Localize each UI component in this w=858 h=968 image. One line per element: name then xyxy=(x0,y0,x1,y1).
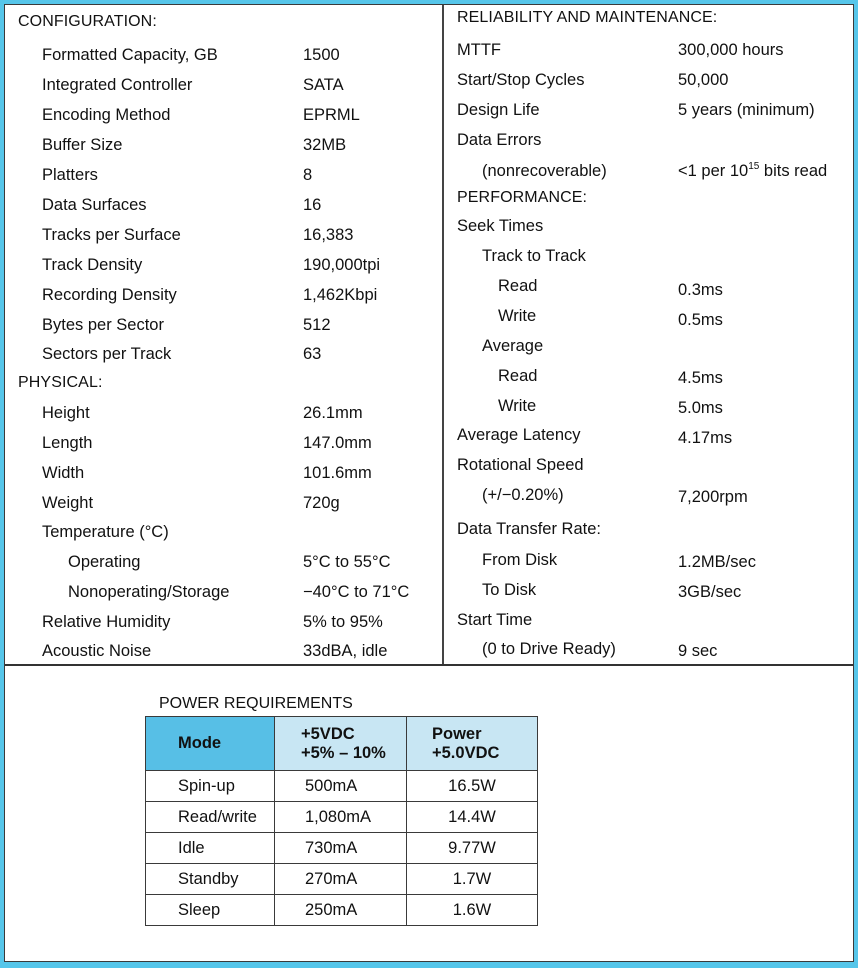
spec-value: 0.5ms xyxy=(678,311,723,329)
performance-heading: PERFORMANCE: xyxy=(457,189,588,206)
table-row xyxy=(146,833,538,864)
spec-label: Start Time xyxy=(457,611,533,629)
cell-mode: Spin-up xyxy=(146,771,275,802)
cell-current: 250mA xyxy=(275,895,407,926)
spec-label: Average Latency xyxy=(457,426,581,444)
spec-value: SATA xyxy=(303,76,344,94)
cell-mode: Read/write xyxy=(146,802,275,833)
table-row xyxy=(146,771,538,802)
spec-value: 101.6mm xyxy=(303,464,372,482)
table-row xyxy=(146,802,538,833)
spec-label: MTTF xyxy=(457,41,501,59)
cell-current: 730mA xyxy=(275,833,407,864)
spec-value: 1500 xyxy=(303,46,340,64)
spec-label: Seek Times xyxy=(457,217,544,235)
spec-label: Bytes per Sector xyxy=(42,316,164,334)
configuration-heading: CONFIGURATION: xyxy=(18,13,157,30)
table-row xyxy=(146,895,538,926)
spec-label: Length xyxy=(42,434,93,452)
spec-value: 5% to 95% xyxy=(303,613,383,631)
spec-label: Temperature (°C) xyxy=(42,523,169,541)
spec-value: 26.1mm xyxy=(303,404,363,422)
spec-value: 1,462Kbpi xyxy=(303,286,378,304)
spec-value: 300,000 hours xyxy=(678,41,784,59)
spec-label: Write xyxy=(498,307,537,325)
spec-label: (0 to Drive Ready) xyxy=(482,640,616,658)
spec-value: 32MB xyxy=(303,136,347,154)
spec-label: Sectors per Track xyxy=(42,345,172,363)
header-power: Power +5.0VDC xyxy=(407,717,538,771)
spec-value: 4.17ms xyxy=(678,429,733,447)
spec-label: Write xyxy=(498,397,537,415)
spec-label: Height xyxy=(42,404,90,422)
spec-value: EPRML xyxy=(303,106,360,124)
spec-value: 9 sec xyxy=(678,642,718,660)
spec-label: Data Surfaces xyxy=(42,196,147,214)
spec-value: 147.0mm xyxy=(303,434,372,452)
table-header-row xyxy=(146,717,538,771)
spec-value: 4.5ms xyxy=(678,369,723,387)
spec-value: 16,383 xyxy=(303,226,354,244)
table-row xyxy=(146,864,538,895)
spec-label: Read xyxy=(498,277,538,295)
spec-value: 33dBA, idle xyxy=(303,642,388,660)
spec-label: Buffer Size xyxy=(42,136,123,154)
spec-label: Platters xyxy=(42,166,98,184)
spec-label: Encoding Method xyxy=(42,106,171,124)
spec-value: 1.2MB/sec xyxy=(678,553,756,571)
spec-value: 50,000 xyxy=(678,71,729,89)
cell-current: 500mA xyxy=(275,771,407,802)
spec-value: 8 xyxy=(303,166,313,184)
cell-mode: Sleep xyxy=(146,895,275,926)
cell-power: 9.77W xyxy=(407,833,538,864)
header-mode: Mode xyxy=(146,717,275,771)
spec-value: 0.3ms xyxy=(678,281,723,299)
spec-value: 3GB/sec xyxy=(678,583,742,601)
cell-power: 1.6W xyxy=(407,895,538,926)
spec-label: Data Transfer Rate: xyxy=(457,520,601,538)
spec-label: Rotational Speed xyxy=(457,456,584,474)
spec-label: Data Errors xyxy=(457,131,542,149)
spec-value: 63 xyxy=(303,345,322,363)
spec-value: −40°C to 71°C xyxy=(303,583,410,601)
power-requirements-table xyxy=(145,716,538,926)
spec-label: Relative Humidity xyxy=(42,613,171,631)
spec-label: Tracks per Surface xyxy=(42,226,181,244)
data-errors-value: <1 per $10^{15}$ bits read xyxy=(678,161,828,180)
spec-value: 720g xyxy=(303,494,340,512)
spec-label: Integrated Controller xyxy=(42,76,193,94)
physical-heading: PHYSICAL: xyxy=(18,374,103,391)
spec-label: Read xyxy=(498,367,538,385)
spec-label: Acoustic Noise xyxy=(42,642,152,660)
spec-label: Weight xyxy=(42,494,94,512)
spec-value: 5 years (minimum) xyxy=(678,101,815,119)
spec-label: Operating xyxy=(68,553,141,571)
cell-current: 270mA xyxy=(275,864,407,895)
power-requirements-title: POWER REQUIREMENTS xyxy=(159,695,353,712)
cell-power: 16.5W xyxy=(407,771,538,802)
column-divider xyxy=(442,5,444,665)
spec-value: 512 xyxy=(303,316,331,334)
spec-value: 5.0ms xyxy=(678,399,723,417)
cell-mode: Standby xyxy=(146,864,275,895)
section-divider xyxy=(5,664,853,666)
spec-label: Track to Track xyxy=(482,247,586,265)
spec-label: Start/Stop Cycles xyxy=(457,71,585,89)
cell-mode: Idle xyxy=(146,833,275,864)
spec-label: From Disk xyxy=(482,551,558,569)
spec-label: (nonrecoverable) xyxy=(482,162,607,180)
spec-label: Width xyxy=(42,464,85,482)
spec-value: 7,200rpm xyxy=(678,488,748,506)
spec-label: Nonoperating/Storage xyxy=(68,583,230,601)
spec-value: 16 xyxy=(303,196,322,214)
spec-label: (+/−0.20%) xyxy=(482,486,564,504)
header-5vdc: +5VDC +5% – 10% xyxy=(275,717,407,771)
cell-power: 1.7W xyxy=(407,864,538,895)
spec-label: To Disk xyxy=(482,581,537,599)
spec-label: Track Density xyxy=(42,256,143,274)
spec-label: Recording Density xyxy=(42,286,177,304)
cell-power: 14.4W xyxy=(407,802,538,833)
reliability-heading: RELIABILITY AND MAINTENANCE: xyxy=(457,9,718,26)
spec-label: Design Life xyxy=(457,101,540,119)
cell-current: 1,080mA xyxy=(275,802,407,833)
spec-sheet xyxy=(4,4,854,962)
spec-value: 190,000tpi xyxy=(303,256,381,274)
spec-label: Formatted Capacity, GB xyxy=(42,46,218,64)
spec-label: Average xyxy=(482,337,544,355)
spec-value: 5°C to 55°C xyxy=(303,553,391,571)
